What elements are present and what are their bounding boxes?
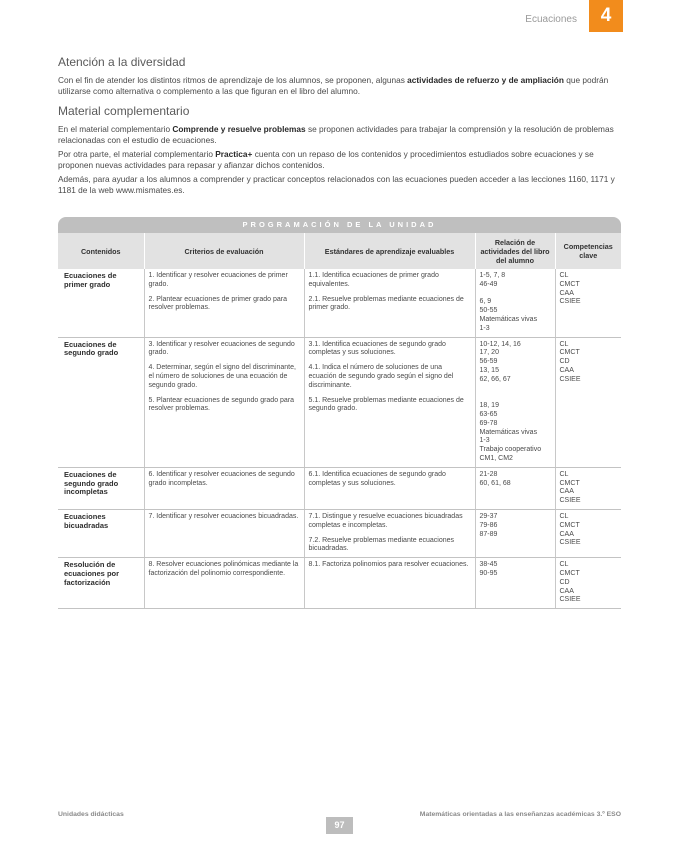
actividad-line: 63-65 [479, 410, 498, 418]
cell-competencias [555, 558, 621, 609]
competencia-line: CSIEE [559, 497, 581, 505]
cell-competencias [555, 337, 621, 467]
programacion-table [58, 217, 621, 609]
competencia-line: CMCT [559, 569, 580, 577]
cell-criterios [144, 337, 304, 467]
competencia-line: CSIEE [559, 298, 581, 306]
competencia-line: CD [559, 358, 570, 366]
actividad-line [480, 385, 551, 394]
actividad-line: 79-86 [479, 521, 498, 529]
cell-contenido: Resolución de ecuaciones por factorización [58, 558, 144, 609]
actividad-line [480, 290, 551, 299]
intro-content [58, 55, 621, 199]
criterio-item: 2. Plantear ecuaciones de primer grado para resolver problemas. [148, 295, 288, 312]
material-paragraph-2: Por otra parte, el material complementario Practica+ cuenta con un repaso de los contenidos y procedimientos estudiados sobre ecuaciones y se proponen nuevas actividades para repasar y afianzar dichos contenidos. [58, 149, 594, 170]
footer-right: Matemáticas orientadas a las enseñanzas académicas 3.º ESO [419, 811, 621, 818]
cell-criterios [144, 467, 304, 509]
competencia-line: CL [559, 561, 569, 569]
page-number: 97 [326, 817, 353, 834]
table-row [58, 509, 621, 557]
cell-criterios [144, 509, 304, 557]
competencia-line: CMCT [559, 521, 580, 529]
estandar-item: 5.1. Resuelve problemas mediante ecuaciones de segundo grado. [308, 396, 464, 413]
cell-criterios [144, 558, 304, 609]
actividad-line: 10-12, 14, 16 [479, 340, 521, 348]
actividad-line: 1-3 [479, 324, 490, 332]
competencia-line: CSIEE [559, 375, 581, 383]
estandar-item: 4.1. Indica el número de soluciones de una ecuación de segundo grado según el signo del discriminante. [308, 364, 454, 389]
actividad-line: 1-5, 7, 8 [479, 272, 506, 279]
competencia-line: CAA [559, 530, 574, 538]
estandar-item: 7.2. Resuelve problemas mediante ecuaciones bicuadradas. [308, 536, 455, 553]
cell-contenido: Ecuaciones de segundo grado [58, 337, 144, 467]
material-paragraph-1: En el material complementario Comprende y resuelve problemas se proponen actividades para trabajar la comprensión y la resolución de problemas relacionadas con el estudio de ecuaciones. [58, 124, 614, 145]
actividad-line: CM1, CM2 [479, 454, 513, 462]
actividad-line: 17, 20 [479, 349, 499, 357]
cell-estandares [304, 509, 475, 557]
footer-left: Unidades didácticas [58, 811, 124, 818]
criterio-item: 7. Identificar y resolver ecuaciones bicuadradas. [148, 512, 299, 520]
cell-actividades [475, 269, 555, 337]
header-estandares: Estándares de aprendizaje evaluables [304, 233, 475, 269]
competencia-line: CSIEE [559, 596, 581, 604]
section-label: Ecuaciones [525, 14, 577, 25]
cell-actividades [475, 558, 555, 609]
atencion-title: Atención a la diversidad [58, 55, 186, 69]
cell-contenido: Ecuaciones de primer grado [58, 269, 144, 337]
chapter-badge: 4 [589, 0, 623, 32]
table-row [58, 269, 621, 337]
table-header-row [58, 233, 621, 269]
header-criterios: Criterios de evaluación [144, 233, 304, 269]
actividad-line: 38-45 [479, 561, 498, 569]
actividad-line [480, 393, 551, 402]
competencia-line: CAA [559, 366, 574, 374]
competencia-line: CAA [559, 289, 574, 297]
estandar-item: 1.1. Identifica ecuaciones de primer grado equivalentes. [308, 272, 439, 288]
criterio-item: 4. Determinar, según el signo del discriminante, el número de soluciones de una ecuación de segundo grado. [148, 364, 296, 389]
table-row [58, 337, 621, 467]
competencia-line: CAA [559, 587, 574, 595]
actividad-line: 18, 19 [479, 402, 499, 410]
actividad-line: Matemáticas vivas [479, 315, 538, 323]
actividad-line: Matemáticas vivas [479, 428, 538, 436]
estandar-item: 3.1. Identifica ecuaciones de segundo grado completas y sus soluciones. [308, 340, 446, 357]
header-competencias: Competencias clave [555, 233, 621, 269]
cell-actividades [475, 509, 555, 557]
actividad-line: 60, 61, 68 [479, 479, 511, 487]
cell-competencias [555, 467, 621, 509]
competencia-line: CL [559, 340, 569, 348]
cell-contenido: Ecuaciones bicuadradas [58, 509, 144, 557]
material-title: Material complementario [58, 104, 190, 118]
criterio-item: 8. Resolver ecuaciones polinómicas mediante la factorización del polinomio correspondiente. [148, 561, 299, 577]
cell-estandares [304, 558, 475, 609]
competencia-line: CL [559, 272, 569, 279]
actividad-line: 50-55 [479, 307, 498, 315]
competencia-line: CMCT [559, 479, 580, 487]
actividad-line: 56-59 [479, 358, 498, 366]
material-paragraph-3: Además, para ayudar a los alumnos a comprender y practicar conceptos relacionados con las ecuaciones pueden acceder a las lecciones 1160, 1171 y 1181 de la web www.mismates.es. [58, 174, 615, 195]
cell-estandares [304, 337, 475, 467]
estandar-item: 6.1. Identifica ecuaciones de segundo grado completas y sus soluciones. [308, 470, 446, 487]
actividad-line: 1-3 [479, 437, 490, 445]
header-contenidos: Contenidos [58, 233, 144, 269]
actividad-line: 62, 66, 67 [479, 375, 511, 383]
cell-competencias [555, 269, 621, 337]
cell-estandares [304, 269, 475, 337]
competencia-line: CSIEE [559, 539, 581, 547]
actividad-line: 29-37 [479, 512, 498, 520]
table-row [58, 467, 621, 509]
actividad-line: 87-89 [479, 530, 498, 538]
competencia-line: CAA [559, 488, 574, 496]
actividad-line: 46-49 [479, 280, 498, 288]
actividad-line: 13, 15 [479, 366, 499, 374]
actividad-line: Trabajo cooperativo [479, 446, 542, 454]
atencion-paragraph: Con el fin de atender los distintos ritmos de aprendizaje de los alumnos, se proponen, algunas actividades de refuerzo y de ampliación que podrán utilizarse como alternativa o complemento a las que figuran en el libro del alumno. [58, 75, 609, 96]
actividad-line: 69-78 [479, 419, 498, 427]
competencia-line: CD [559, 578, 570, 586]
header-actividades: Relación de actividades del libro del alumno [475, 233, 555, 269]
cell-estandares [304, 467, 475, 509]
actividad-line: 90-95 [479, 569, 498, 577]
estandar-item: 8.1. Factoriza polinomios para resolver ecuaciones. [308, 561, 469, 569]
cell-criterios [144, 269, 304, 337]
actividad-line: 21-28 [479, 470, 498, 478]
criterio-item: 3. Identificar y resolver ecuaciones de segundo grado. [148, 340, 295, 357]
estandar-item: 7.1. Distingue y resuelve ecuaciones bicuadradas completas e incompletas. [308, 512, 463, 529]
competencia-line: CL [559, 470, 569, 478]
cell-contenido: Ecuaciones de segundo grado incompletas [58, 467, 144, 509]
competencia-line: CL [559, 512, 569, 520]
table-title: PROGRAMACIÓN DE LA UNIDAD [58, 217, 621, 233]
criterio-item: 6. Identificar y resolver ecuaciones de segundo grado incompletas. [148, 470, 295, 487]
competencia-line: CMCT [559, 349, 580, 357]
estandar-item: 2.1. Resuelve problemas mediante ecuaciones de primer grado. [308, 295, 464, 312]
cell-competencias [555, 509, 621, 557]
competencia-line: CMCT [559, 280, 580, 288]
criterio-item: 5. Plantear ecuaciones de segundo grado para resolver problemas. [148, 396, 295, 413]
table-row [58, 558, 621, 609]
actividad-line: 6, 9 [479, 298, 492, 306]
criterio-item: 1. Identificar y resolver ecuaciones de primer grado. [148, 272, 288, 288]
cell-actividades [475, 467, 555, 509]
cell-actividades [475, 337, 555, 467]
